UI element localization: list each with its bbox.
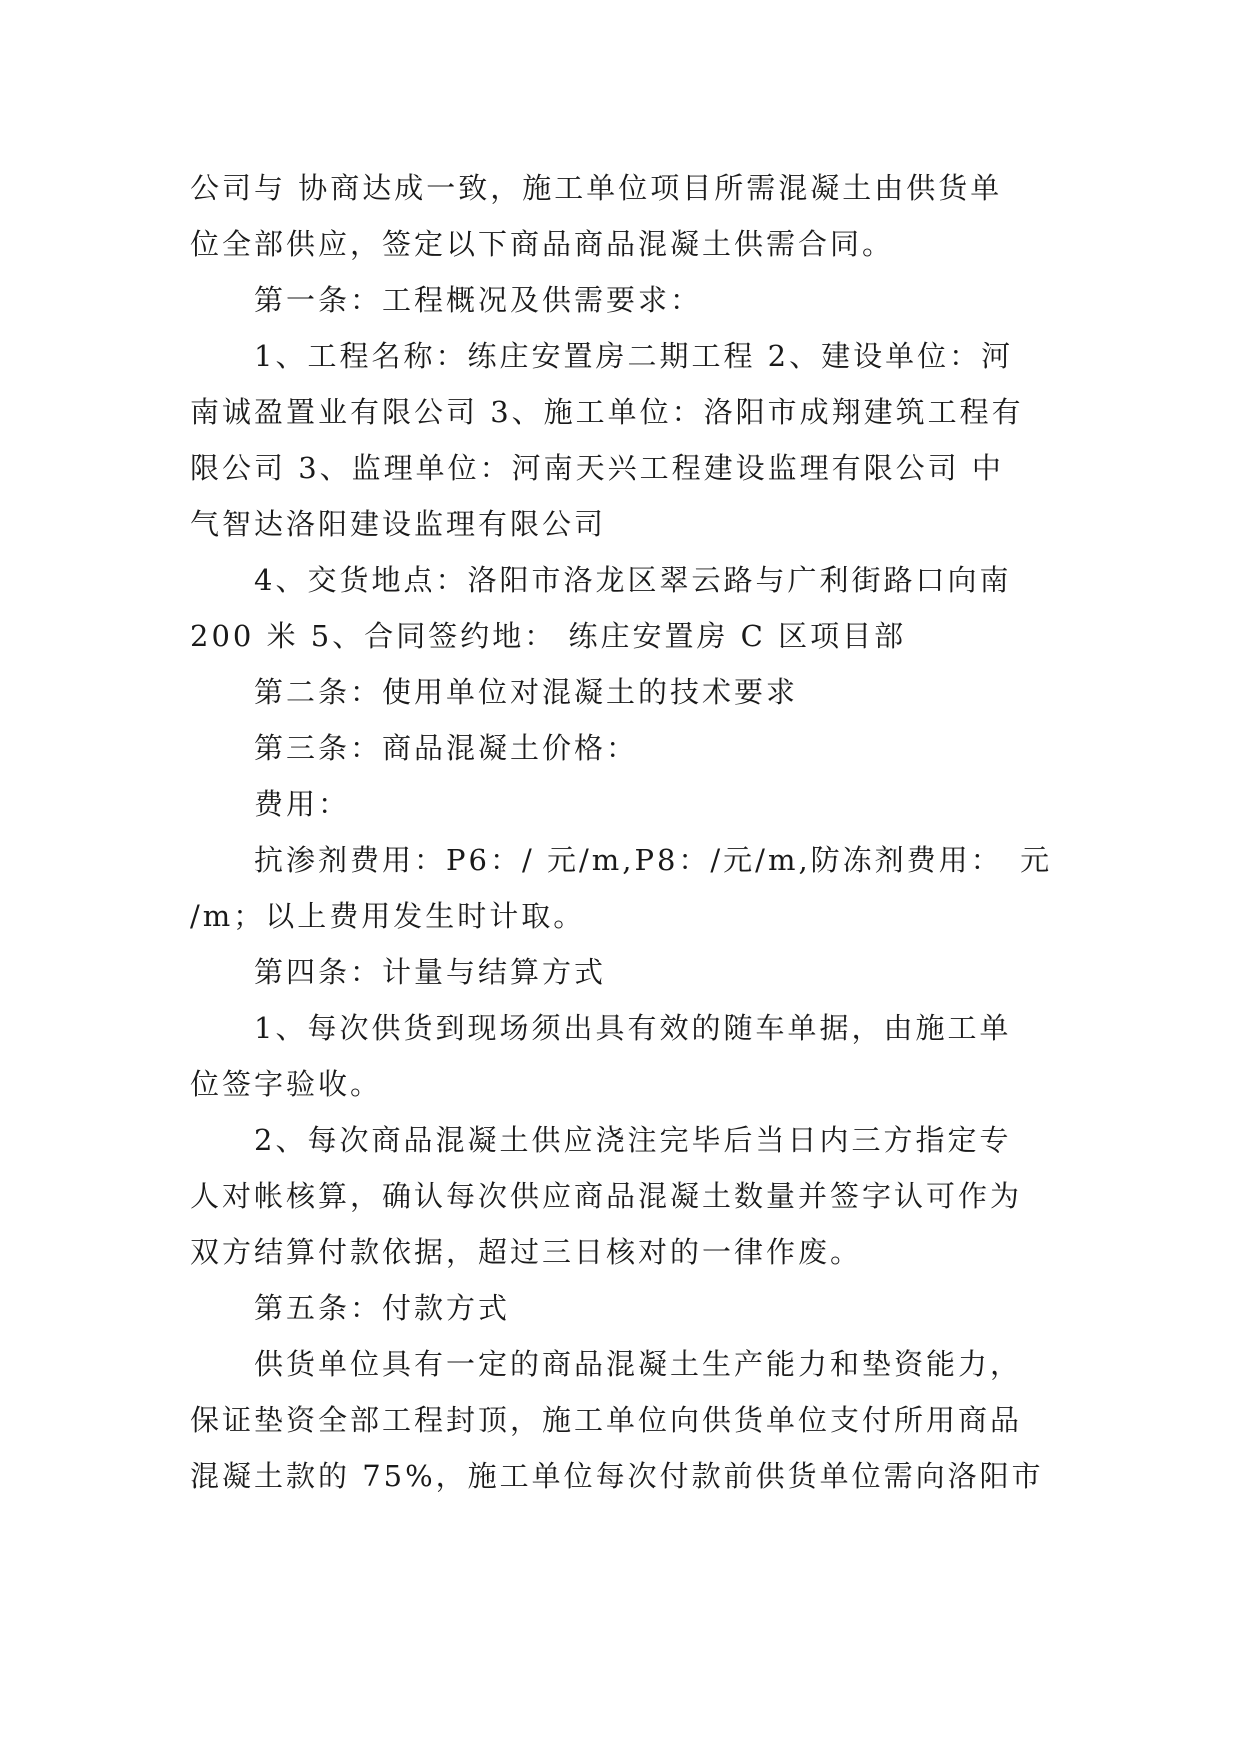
text-line: 保证垫资全部工程封顶，施工单位向供货单位支付所用商品 [190, 1403, 1023, 1437]
text-line: 1、工程名称：练庄安置房二期工程 2、建设单位：河 [190, 339, 1014, 373]
section-heading: 第五条：付款方式 [190, 1291, 511, 1325]
text-line: 供货单位具有一定的商品混凝土生产能力和垫资能力， [190, 1347, 1023, 1381]
section-heading: 第一条：工程概况及供需要求： [190, 283, 703, 317]
text-line: /m；以上费用发生时计取。 [190, 899, 586, 933]
text-line: 混凝土款的 75%，施工单位每次付款前供货单位需向洛阳市 [190, 1459, 1044, 1493]
text-line: 200 米 5、合同签约地： 练庄安置房 C 区项目部 [190, 619, 907, 653]
text-line: 4、交货地点：洛阳市洛龙区翠云路与广利街路口向南 [190, 563, 1012, 597]
text-line: 公司与 协商达成一致，施工单位项目所需混凝土由供货单 [190, 171, 1003, 205]
contract-text-body [190, 160, 1060, 1504]
text-line: 限公司 3、监理单位：河南天兴工程建设监理有限公司 中 [190, 451, 1004, 485]
text-line: 位签字验收。 [190, 1067, 383, 1101]
section-heading: 第三条：商品混凝土价格： [190, 731, 639, 765]
text-line: 费用： [190, 787, 351, 821]
text-line: 双方结算付款依据，超过三日核对的一律作废。 [190, 1235, 863, 1269]
text-line: 2、每次商品混凝土供应浇注完毕后当日内三方指定专 [190, 1123, 1012, 1157]
text-line: 位全部供应，签定以下商品商品混凝土供需合同。 [190, 227, 895, 261]
section-heading: 第四条：计量与结算方式 [190, 955, 607, 989]
text-line: 抗渗剂费用：P6：/ 元/m,P8：/元/m,防冻剂费用： 元 [190, 843, 1053, 877]
text-line: 气智达洛阳建设监理有限公司 [190, 507, 607, 541]
text-line: 人对帐核算，确认每次供应商品混凝土数量并签字认可作为 [190, 1179, 1023, 1213]
text-line: 1、每次供货到现场须出具有效的随车单据，由施工单 [190, 1011, 1012, 1045]
text-line: 南诚盈置业有限公司 3、施工单位：洛阳市成翔建筑工程有 [190, 395, 1024, 429]
section-heading: 第二条：使用单位对混凝土的技术要求 [190, 675, 799, 709]
